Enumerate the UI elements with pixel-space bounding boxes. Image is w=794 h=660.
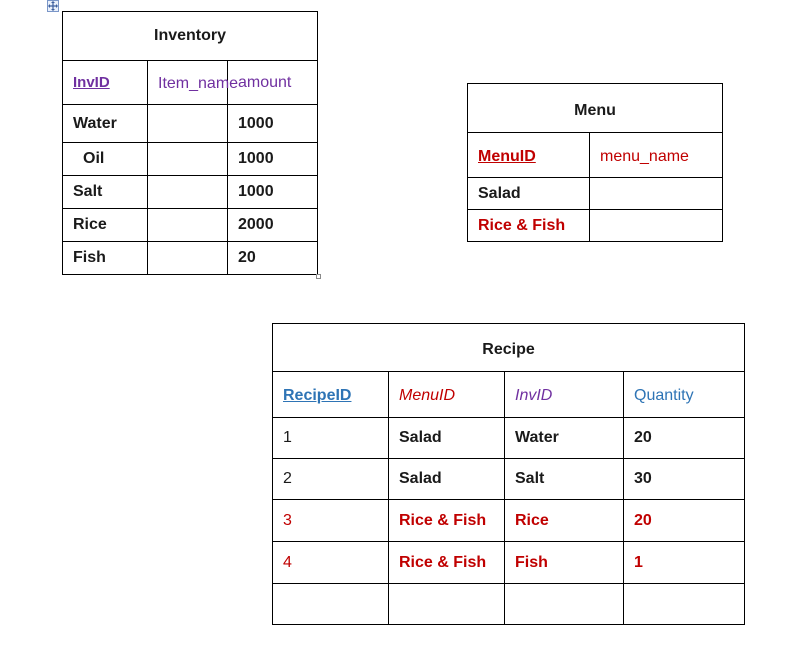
recipe-title: Recipe (273, 324, 745, 372)
recipe-cell-menu: Rice & Fish (389, 542, 505, 584)
recipe-cell-id: 4 (273, 542, 389, 584)
recipe-cell-inv: Water (505, 418, 624, 459)
recipe-header-quantity: Quantity (624, 372, 745, 418)
table-row (273, 418, 745, 459)
table-row (273, 584, 745, 625)
recipe-cell-qty: 30 (624, 459, 745, 500)
inventory-cell-amount: 2000 (228, 209, 318, 242)
menu-cell-name (590, 178, 723, 210)
table-row (63, 176, 318, 209)
inventory-cell-item: Rice (63, 209, 148, 242)
inventory-cell-empty (148, 105, 228, 143)
recipe-cell-id: 2 (273, 459, 389, 500)
inventory-header-amount: amount (228, 61, 318, 105)
menu-cell-id: Rice & Fish (468, 210, 590, 242)
recipe-cell-id: 1 (273, 418, 389, 459)
table-row (273, 500, 745, 542)
table-row (63, 242, 318, 275)
recipe-table (272, 323, 745, 625)
table-row (468, 210, 723, 242)
recipe-cell-empty (389, 584, 505, 625)
menu-title: Menu (468, 84, 723, 133)
inventory-title: Inventory (63, 12, 318, 61)
recipe-cell-qty: 20 (624, 500, 745, 542)
menu-header-menuid: MenuID (468, 133, 590, 178)
recipe-cell-menu: Salad (389, 418, 505, 459)
inventory-cell-empty (148, 176, 228, 209)
recipe-cell-qty: 1 (624, 542, 745, 584)
table-row (468, 178, 723, 210)
recipe-header-menuid: MenuID (389, 372, 505, 418)
menu-cell-name (590, 210, 723, 242)
recipe-cell-qty: 20 (624, 418, 745, 459)
table-move-handle-icon[interactable] (47, 0, 59, 12)
inventory-cell-item: Fish (63, 242, 148, 275)
inventory-cell-amount: 1000 (228, 105, 318, 143)
inventory-cell-amount: 1000 (228, 176, 318, 209)
inventory-cell-item: Water (63, 105, 148, 143)
table-row (63, 143, 318, 176)
table-row (273, 542, 745, 584)
inventory-cell-empty (148, 143, 228, 176)
recipe-cell-inv: Salt (505, 459, 624, 500)
recipe-cell-menu: Rice & Fish (389, 500, 505, 542)
inventory-cell-amount: 1000 (228, 143, 318, 176)
recipe-cell-empty (273, 584, 389, 625)
recipe-header-recipeid: RecipeID (273, 372, 389, 418)
recipe-cell-inv: Rice (505, 500, 624, 542)
inventory-header-invid: InvID (63, 61, 148, 105)
inventory-cell-amount: 20 (228, 242, 318, 275)
recipe-cell-inv: Fish (505, 542, 624, 584)
menu-header-menu-name: menu_name (590, 133, 723, 178)
recipe-header-invid: InvID (505, 372, 624, 418)
recipe-cell-empty (624, 584, 745, 625)
table-resize-handle[interactable] (316, 274, 321, 279)
menu-table (467, 83, 723, 242)
inventory-cell-item: Oil (63, 143, 148, 176)
inventory-header-item-name: Item_name (148, 61, 228, 105)
menu-cell-id: Salad (468, 178, 590, 210)
inventory-cell-empty (148, 242, 228, 275)
recipe-cell-id: 3 (273, 500, 389, 542)
table-row (273, 459, 745, 500)
table-row (63, 105, 318, 143)
inventory-table (62, 11, 318, 275)
table-row (63, 209, 318, 242)
recipe-cell-menu: Salad (389, 459, 505, 500)
inventory-cell-empty (148, 209, 228, 242)
recipe-cell-empty (505, 584, 624, 625)
inventory-cell-item: Salt (63, 176, 148, 209)
